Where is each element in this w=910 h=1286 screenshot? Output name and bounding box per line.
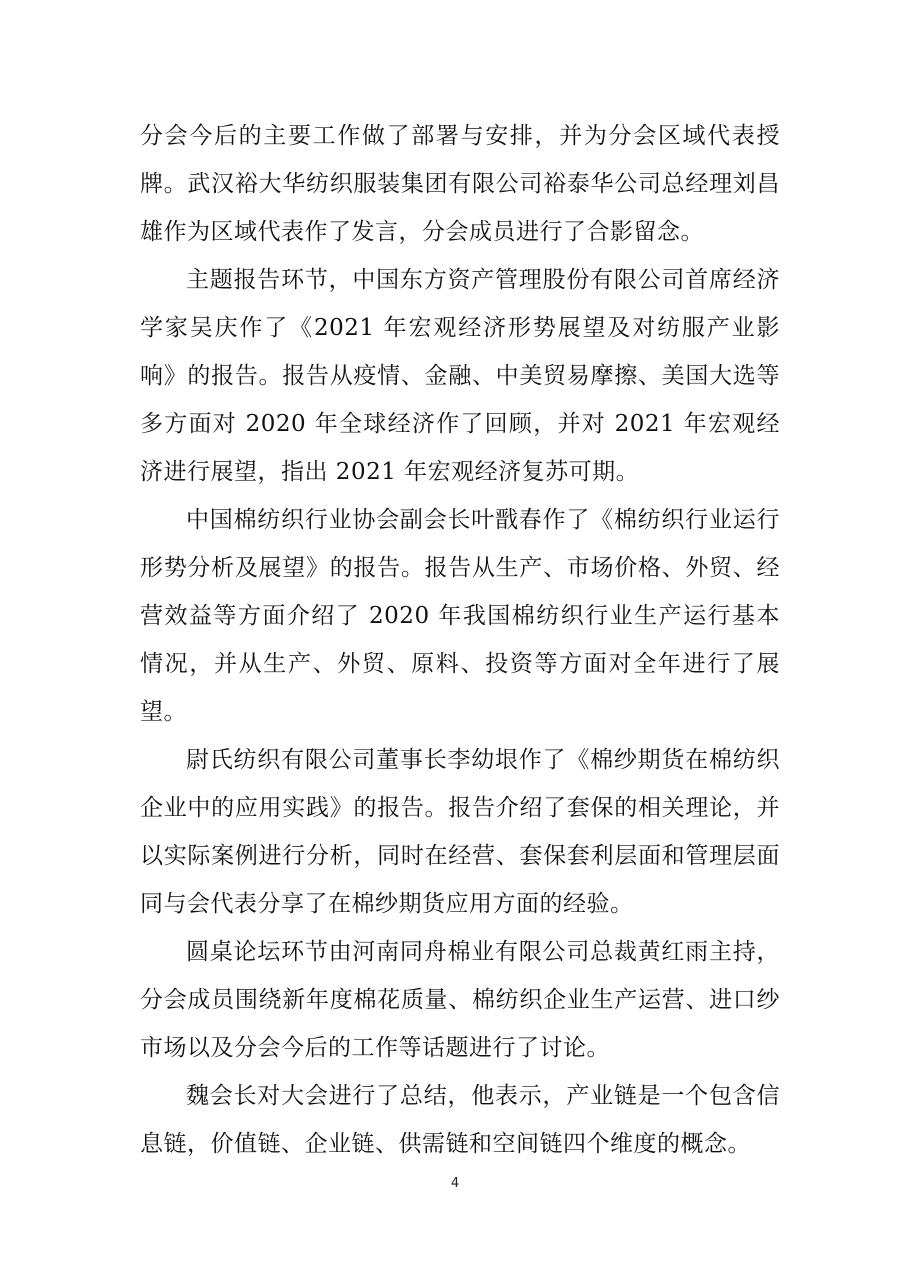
page-number: 4 xyxy=(450,1176,460,1191)
paragraph-continued: 分会今后的主要工作做了部署与安排，并为分会区域代表授牌。武汉裕大华纺织服装集团有限公司裕泰华公司总经理刘昌雄作为区域代表作了发言，分会成员进行了合影留念。 xyxy=(140,123,780,245)
paragraph-futures-report: 尉氏纺织有限公司董事长李幼垠作了《棉纱期货在棉纺织企业中的应用实践》的报告。报告介绍了套保的相关理论，并以实际案例进行分析，同时在经营、套保套利层面和管理层面同与会代表分享了在棉纱期货应用方面的经验。 xyxy=(140,747,780,917)
paragraph-roundtable: 圆桌论坛环节由河南同舟棉业有限公司总裁黄红雨主持，分会成员围绕新年度棉花质量、棉纺织企业生产运营、进口纱市场以及分会今后的工作等话题进行了讨论。 xyxy=(140,939,780,1061)
paragraph-industry-report: 中国棉纺织行业协会副会长叶戬春作了《棉纺织行业运行形势分析及展望》的报告。报告从生产、市场价格、外贸、经营效益等方面介绍了 2020 年我国棉纺织行业生产运行基本情况，并从生产、外贸、原料、投资等方面对全年进行了展望。 xyxy=(140,507,780,725)
paragraph-summary: 魏会长对大会进行了总结，他表示，产业链是一个包含信息链，价值链、企业链、供需链和空间链四个维度的概念。 xyxy=(140,1083,780,1157)
paragraph-keynote-session: 主题报告环节，中国东方资产管理股份有限公司首席经济学家吴庆作了《2021 年宏观经济形势展望及对纺服产业影响》的报告。报告从疫情、金融、中美贸易摩擦、美国大选等多方面对 2020 年全球经济作了回顾，并对 2021 年宏观经济进行展望，指出 2021 年宏观经济复苏可期。 xyxy=(140,267,780,485)
document-body xyxy=(140,112,780,1168)
